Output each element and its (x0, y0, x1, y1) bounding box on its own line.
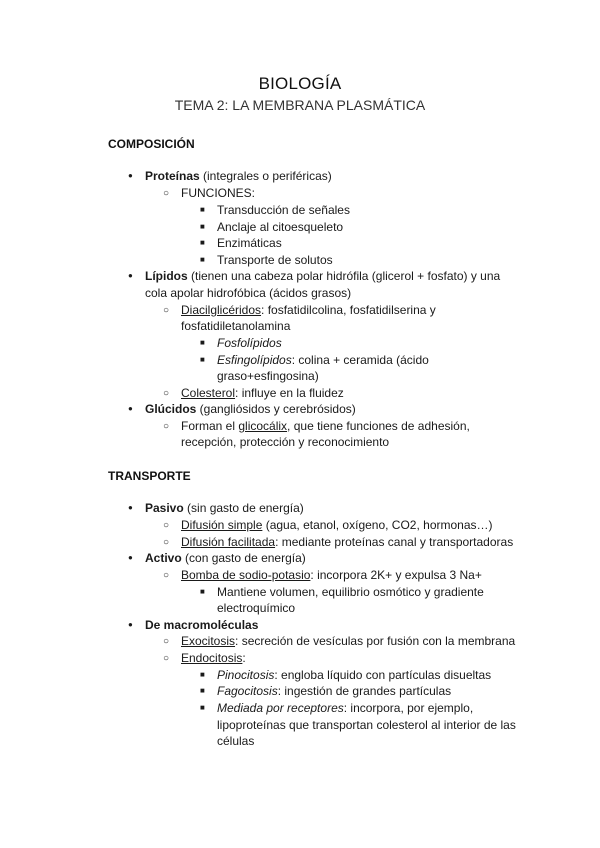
bullet-icon (128, 168, 133, 186)
square-bullet-icon (200, 335, 205, 353)
list-item-glicocalix: Forman el glicocálix, que tiene funciones de adhesión, (181, 419, 470, 433)
circle-bullet-icon (163, 650, 169, 668)
list-item-mediada-receptores-cont: células (217, 734, 255, 748)
circle-bullet-icon (163, 418, 169, 436)
list-item-difusion-simple: Difusión simple (agua, etanol, oxígeno, CO2, hormonas…) (181, 518, 493, 532)
bullet-icon (128, 550, 133, 568)
list-item-lipidos-cont: cola apolar hidrofóbica (ácidos grasos) (145, 286, 352, 300)
list-item-colesterol: Colesterol: influye en la fluidez (181, 386, 344, 400)
square-bullet-icon (200, 700, 205, 718)
square-bullet-icon (200, 683, 205, 701)
list-item-proteinas: Proteínas (integrales o periféricas) (145, 169, 332, 183)
list-item-mantiene: Mantiene volumen, equilibrio osmótico y gradiente (217, 585, 484, 599)
list-item-exocitosis: Exocitosis: secreción de vesículas por fusión con la membrana (181, 634, 516, 648)
list-item-diacilgliceridos-cont: fosfatidiletanolamina (181, 319, 291, 333)
circle-bullet-icon (163, 633, 169, 651)
list-item-fosfolipidos: Fosfolípidos (217, 336, 282, 350)
circle-bullet-icon (163, 567, 169, 585)
section-heading-composicion: COMPOSICIÓN (108, 137, 195, 151)
square-bullet-icon (200, 202, 205, 220)
list-item-mantiene-cont: electroquímico (217, 601, 296, 615)
list-item-pinocitosis: Pinocitosis: engloba líquido con partículas disueltas (217, 668, 492, 682)
list-item-esfingolipidos: Esfingolípidos: colina + ceramida (ácido (217, 353, 429, 367)
bullet-icon (128, 268, 133, 286)
page-title: BIOLOGÍA (258, 74, 342, 93)
square-bullet-icon (200, 584, 205, 602)
list-item-funcion: Transporte de solutos (217, 253, 333, 267)
list-item-macromoleculas: De macromoléculas (145, 618, 259, 632)
list-item-endocitosis: Endocitosis: (181, 651, 246, 665)
list-item-difusion-facilitada: Difusión facilitada: mediante proteínas canal y transportadoras (181, 535, 514, 549)
list-item-fagocitosis: Fagocitosis: ingestión de grandes partículas (217, 684, 452, 698)
page-subtitle: TEMA 2: LA MEMBRANA PLASMÁTICA (174, 97, 426, 113)
list-item-esfingolipidos-cont: graso+esfingosina) (217, 369, 319, 383)
square-bullet-icon (200, 352, 205, 370)
list-item-activo: Activo (con gasto de energía) (145, 551, 306, 565)
list-item-lipidos: Lípidos (tienen una cabeza polar hidrófila (glicerol + fosfato) y una (145, 269, 501, 283)
list-item-funcion: Transducción de señales (217, 203, 350, 217)
list-item-glicocalix-cont: recepción, protección y reconocimiento (181, 435, 390, 449)
bullet-icon (128, 401, 133, 419)
list-item-diacilgliceridos: Diacilglicéridos: fosfatidilcolina, fosfatidilserina y (181, 303, 436, 317)
circle-bullet-icon (163, 517, 169, 535)
bullet-icon (128, 500, 133, 518)
square-bullet-icon (200, 235, 205, 253)
circle-bullet-icon (163, 302, 169, 320)
list-item-pasivo: Pasivo (sin gasto de energía) (145, 501, 304, 515)
list-item-glucidos: Glúcidos (gangliósidos y cerebrósidos) (145, 402, 356, 416)
section-heading-transporte: TRANSPORTE (108, 469, 191, 483)
circle-bullet-icon (163, 185, 169, 203)
list-item-mediada-receptores-cont: lipoproteínas que transportan colesterol al interior de las (217, 718, 516, 732)
list-item-funcion: Anclaje al citoesqueleto (217, 220, 344, 234)
bullet-icon (128, 617, 133, 635)
list-item-mediada-receptores: Mediada por receptores: incorpora, por ejemplo, (217, 701, 474, 715)
list-item-funciones: FUNCIONES: (181, 186, 256, 200)
list-item-funcion: Enzimáticas (217, 236, 282, 250)
list-item-bomba-sodio-potasio: Bomba de sodio-potasio: incorpora 2K+ y expulsa 3 Na+ (181, 568, 482, 582)
